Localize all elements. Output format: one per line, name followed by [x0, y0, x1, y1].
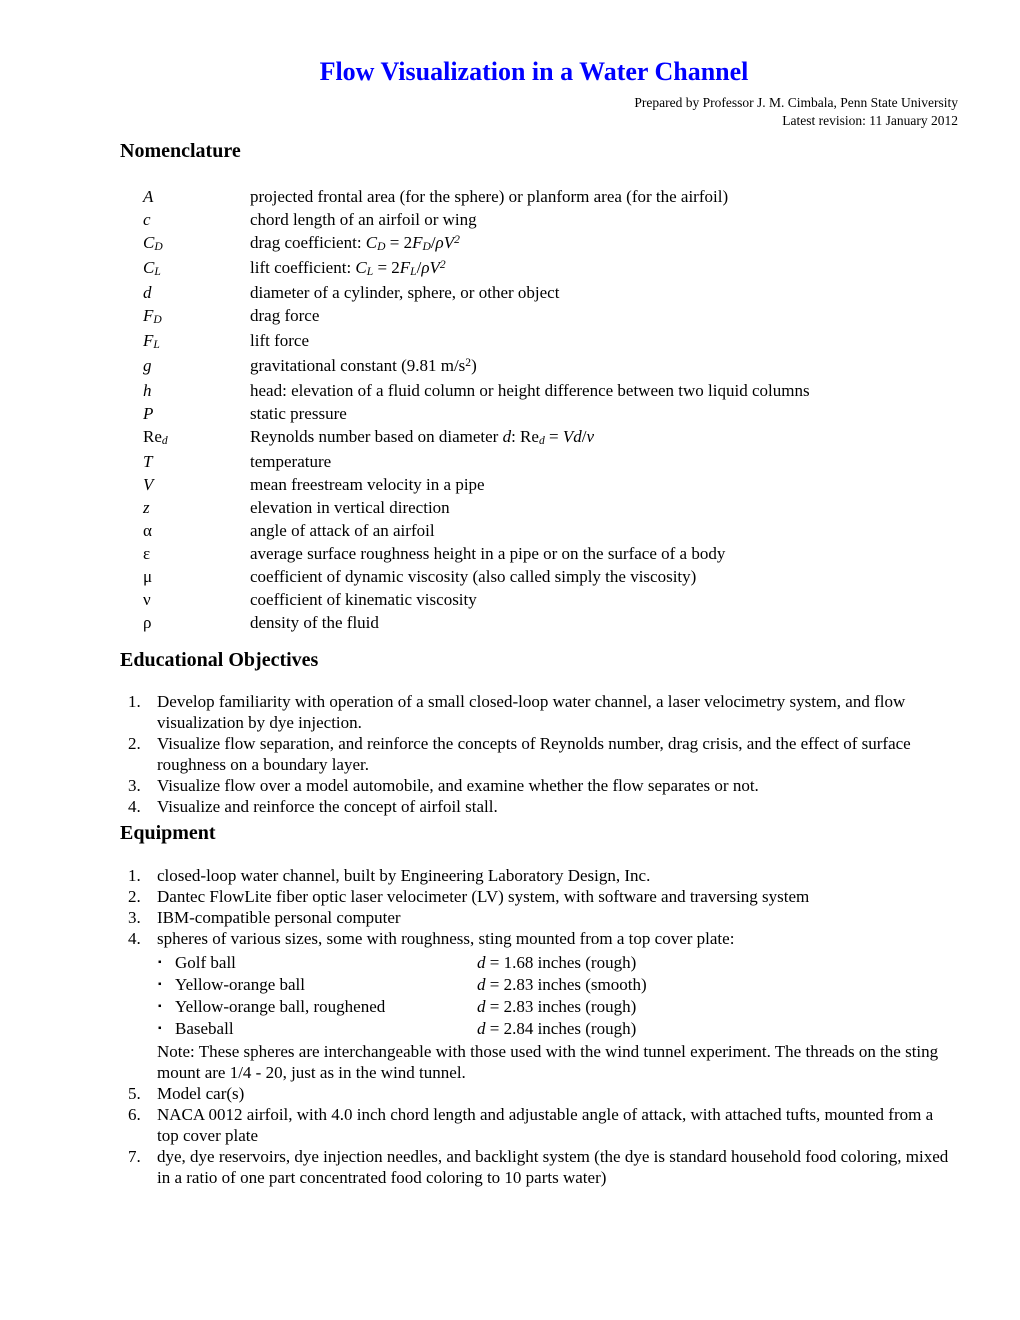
definition-cell: temperature [250, 452, 332, 471]
symbol-cell: h [143, 381, 152, 400]
list-number: 2. [128, 887, 141, 906]
sphere-name: Golf ball [175, 953, 236, 972]
symbol-cell: P [143, 404, 154, 423]
nomenclature-row [110, 497, 958, 518]
nomenclature-row [110, 589, 958, 610]
byline-revision: Latest revision: 11 January 2012 [782, 113, 958, 128]
nomenclature-table [110, 186, 958, 633]
list-text: Develop familiarity with operation of a small closed-loop water channel, a laser velocimetry system, and flow visualization by dye injection. [157, 692, 906, 732]
list-text: NACA 0012 airfoil, with 4.0 inch chord length and adjustable angle of attack, with attached tufts, mounted from a top cover plate [157, 1105, 934, 1145]
sphere-spec: d = 1.68 inches (rough) [477, 953, 637, 972]
objectives-list [110, 691, 958, 817]
symbol-cell: CL [143, 258, 161, 279]
list-item [110, 775, 958, 796]
list-item [110, 907, 958, 928]
nomenclature-row [110, 355, 958, 378]
nomenclature-row [110, 380, 958, 401]
list-number: 3. [128, 776, 141, 795]
section-heading-equipment: Equipment [120, 822, 216, 844]
definition-cell: angle of attack of an airfoil [250, 521, 435, 540]
list-text: Visualize and reinforce the concept of airfoil stall. [157, 797, 498, 816]
list-number: 1. [128, 692, 141, 711]
sphere-name: Yellow-orange ball, roughened [175, 997, 386, 1016]
definition-cell: average surface roughness height in a pipe or on the surface of a body [250, 544, 726, 563]
definition-cell: static pressure [250, 404, 347, 423]
bullet-icon: ▪ [158, 1001, 162, 1012]
list-text: spheres of various sizes, some with roughness, sting mounted from a top cover plate: [157, 929, 735, 948]
nomenclature-row [110, 520, 958, 541]
list-text: closed-loop water channel, built by Engineering Laboratory Design, Inc. [157, 866, 651, 885]
list-number: 2. [128, 734, 141, 753]
list-item [110, 1104, 958, 1146]
list-text: dye, dye reservoirs, dye injection needles, and backlight system (the dye is standard household food coloring, mixed in a ratio of one part concentrated food coloring to 10 parts water) [157, 1147, 949, 1187]
symbol-cell: α [143, 521, 152, 540]
list-number: 4. [128, 929, 141, 948]
document-title: Flow Visualization in a Water Channel [319, 57, 749, 86]
sphere-row [110, 952, 958, 974]
bullet-icon: ▪ [158, 979, 162, 990]
byline [110, 94, 958, 130]
list-item [110, 1146, 958, 1188]
list-text: Model car(s) [157, 1084, 245, 1103]
list-item [110, 1083, 958, 1104]
nomenclature-row [110, 612, 958, 633]
list-number: 7. [128, 1147, 141, 1166]
nomenclature-row [110, 186, 958, 207]
byline-prepared: Prepared by Professor J. M. Cimbala, Penn State University [634, 95, 958, 110]
symbol-cell: Red [143, 427, 168, 448]
list-item [110, 886, 958, 907]
sphere-spec: d = 2.83 inches (rough) [477, 997, 637, 1016]
bullet-icon: ▪ [158, 1023, 162, 1034]
list-text: Dantec FlowLite fiber optic laser velocimeter (LV) system, with software and traversing system [157, 887, 810, 906]
symbol-cell: ρ [143, 613, 152, 632]
sphere-row [110, 1018, 958, 1040]
list-item [110, 928, 958, 949]
definition-cell: drag coefficient: CD = $2FD/\rho V^2$ [250, 232, 460, 254]
definition-cell: diameter of a cylinder, sphere, or other object [250, 283, 560, 302]
definition-cell: coefficient of dynamic viscosity (also called simply the viscosity) [250, 567, 697, 586]
sphere-spec: d = 2.84 inches (rough) [477, 1019, 637, 1038]
definition-cell: coefficient of kinematic viscosity [250, 590, 477, 609]
definition-cell: density of the fluid [250, 613, 379, 632]
symbol-cell: c [143, 210, 151, 229]
symbol-cell: FD [143, 306, 162, 327]
definition-cell: projected frontal area (for the sphere) or planform area (for the airfoil) [250, 187, 729, 206]
nomenclature-row [110, 282, 958, 303]
section-heading-nomenclature: Nomenclature [120, 140, 241, 162]
list-item [110, 865, 958, 886]
bullet-icon: ▪ [158, 957, 162, 968]
nomenclature-row [110, 426, 958, 449]
symbol-cell: V [143, 475, 154, 494]
nomenclature-row [110, 257, 958, 280]
symbol-cell: CD [143, 233, 163, 254]
nomenclature-row [110, 330, 958, 353]
definition-cell: lift force [250, 331, 309, 350]
symbol-cell: ε [143, 544, 151, 563]
spheres-note: Note: These spheres are interchangeable with those used with the wind tunnel experiment. The threads on the sting mount are 1/4 - 20, just as in the wind tunnel. [157, 1042, 939, 1082]
list-number: 4. [128, 797, 141, 816]
nomenclature-row [110, 474, 958, 495]
definition-cell: drag force [250, 306, 320, 325]
list-text: Visualize flow over a model automobile, and examine whether the flow separates or not. [157, 776, 759, 795]
symbol-cell: A [143, 187, 154, 206]
nomenclature-row [110, 209, 958, 230]
list-text: Visualize flow separation, and reinforce the concepts of Reynolds number, drag crisis, and the effect of surface roughness on a boundary layer. [157, 734, 911, 774]
sphere-row [110, 996, 958, 1018]
section-heading-objectives: Educational Objectives [120, 649, 319, 671]
equipment-list [110, 865, 958, 949]
list-number: 3. [128, 908, 141, 927]
sphere-list [110, 952, 958, 1040]
definition-cell: lift coefficient: CL = $2FL/\rho V^2$ [250, 257, 446, 279]
list-item [110, 796, 958, 817]
definition-cell: head: elevation of a fluid column or height difference between two liquid columns [250, 381, 810, 400]
nomenclature-row [110, 451, 958, 472]
equipment-list-continued [110, 1083, 958, 1188]
sphere-name: Yellow-orange ball [175, 975, 305, 994]
symbol-cell: ν [143, 590, 151, 609]
nomenclature-row [110, 305, 958, 328]
definition-cell: elevation in vertical direction [250, 498, 450, 517]
list-number: 5. [128, 1084, 141, 1103]
symbol-cell: d [143, 283, 152, 302]
definition-cell: gravitational constant (9.81 $m/s^2$) [250, 355, 477, 375]
list-number: 6. [128, 1105, 141, 1124]
sphere-spec: d = 2.83 inches (smooth) [477, 975, 647, 994]
sphere-row [110, 974, 958, 996]
definition-cell: chord length of an airfoil or wing [250, 210, 477, 229]
symbol-cell: z [143, 498, 150, 517]
list-item [110, 691, 958, 733]
symbol-cell: g [143, 356, 152, 375]
nomenclature-row [110, 232, 958, 255]
sphere-name: Baseball [175, 1019, 234, 1038]
nomenclature-row [110, 543, 958, 564]
list-number: 1. [128, 866, 141, 885]
symbol-cell: T [143, 452, 153, 471]
nomenclature-row [110, 403, 958, 424]
list-item [110, 733, 958, 775]
symbol-cell: FL [143, 331, 160, 352]
nomenclature-row [110, 566, 958, 587]
list-text: IBM-compatible personal computer [157, 908, 401, 927]
symbol-cell: μ [143, 567, 153, 586]
definition-cell: Reynolds number based on diameter d: Red = Vd/ν [250, 427, 594, 448]
definition-cell: mean freestream velocity in a pipe [250, 475, 485, 494]
